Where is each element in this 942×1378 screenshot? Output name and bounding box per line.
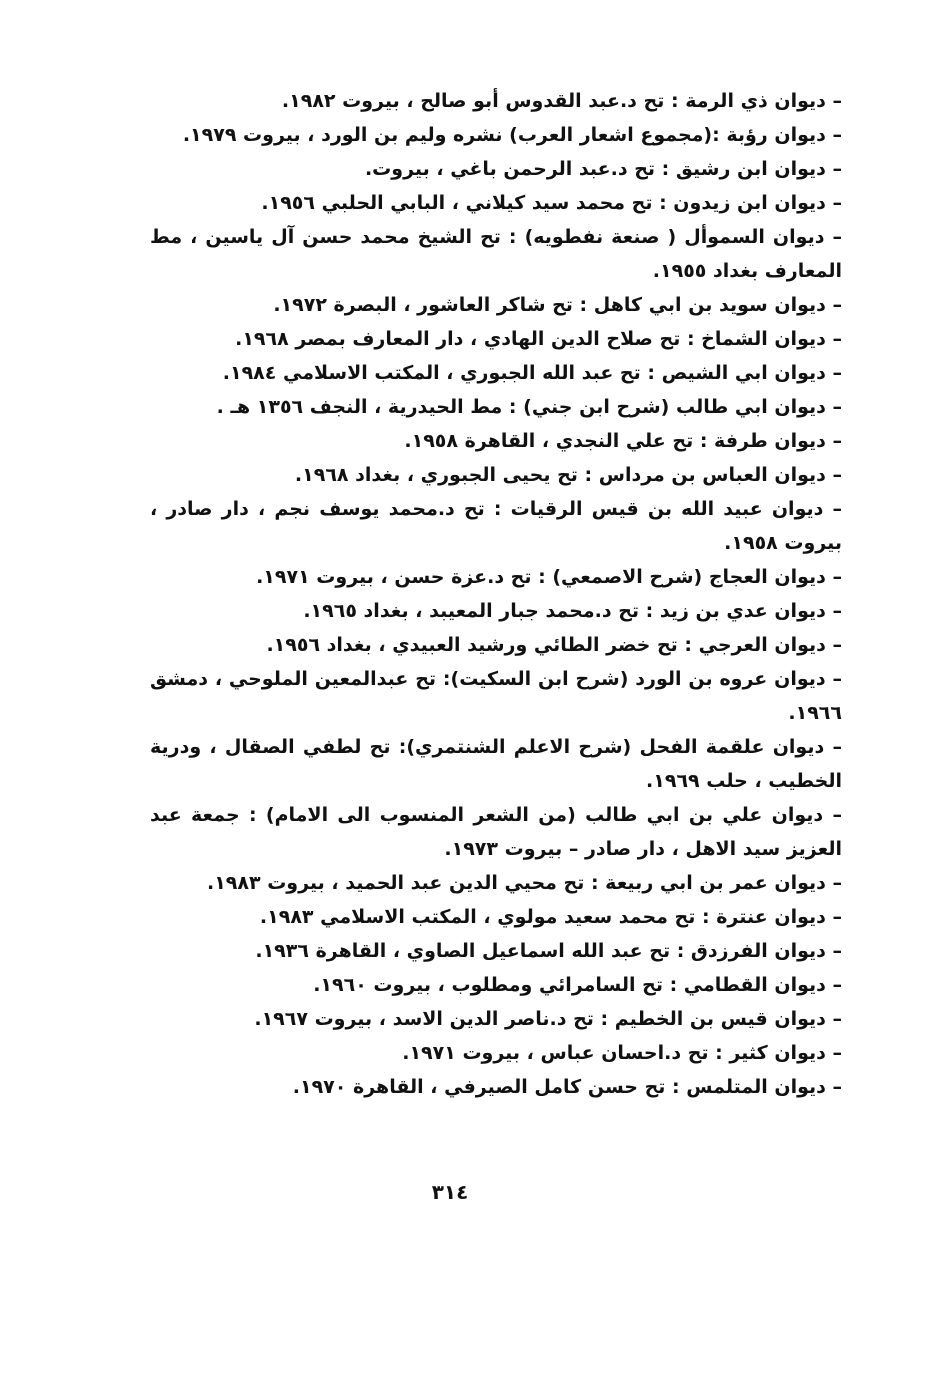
bibliography-entry: – ديوان عبيد الله بن قيس الرقيات : تح د.محمد يوسف نجم ، دار صادر ، بيروت ١٩٥٨.: [150, 498, 842, 554]
bibliography-entry: – ديوان العباس بن مرداس : تح يحيى الجبوري ، بغداد ١٩٦٨.: [294, 464, 842, 486]
bibliography-entry: – ديوان طرفة : تح علي النجدي ، القاهرة ١٩٥٨.: [404, 430, 842, 452]
bibliography-entry: – ديوان سويد بن ابي كاهل : تح شاكر العاشور ، البصرة ١٩٧٢.: [273, 294, 842, 316]
bibliography-entry: – ديوان عنترة : تح محمد سعيد مولوي ، المكتب الاسلامي ١٩٨٣.: [259, 906, 842, 928]
bibliography-entry: – ديوان العرجي : تح خضر الطائي ورشيد العبيدي ، بغداد ١٩٥٦.: [266, 634, 842, 656]
bibliography-list: [150, 84, 842, 1104]
bibliography-entry: – ديوان عدي بن زيد : تح د.محمد جبار المعيبد ، بغداد ١٩٦٥.: [303, 600, 842, 622]
bibliography-entry: – ديوان الشماخ : تح صلاح الدين الهادي ، دار المعارف بمصر ١٩٦٨.: [235, 328, 842, 350]
bibliography-entry: – ديوان كثير : تح د.احسان عباس ، بيروت ١٩٧١.: [402, 1042, 842, 1064]
bibliography-entry: – ديوان علي بن ابي طالب (من الشعر المنسوب الى الامام) : جمعة عبد العزيز سيد الاهل ، دار صادر – بيروت ١٩٧٣.: [150, 804, 842, 860]
bibliography-entry: – ديوان المتلمس : تح حسن كامل الصيرفي ، القاهرة ١٩٧٠.: [292, 1076, 842, 1098]
bibliography-entry: – ديوان العجاج (شرح الاصمعي) : تح د.عزة حسن ، بيروت ١٩٧١.: [256, 566, 842, 588]
bibliography-entry: – ديوان ابي طالب (شرح ابن جني) : مط الحيدرية ، النجف ١٣٥٦ هـ .: [216, 396, 842, 418]
bibliography-entry: – ديوان ذي الرمة : تح د.عبد القدوس أبو صالح ، بيروت ١٩٨٢.: [281, 90, 842, 112]
bibliography-entry: – ديوان ابن رشيق : تح د.عبد الرحمن باغي ، بيروت.: [364, 158, 842, 180]
bibliography-entry: – ديوان ابي الشيص : تح عبد الله الجبوري ، المكتب الاسلامي ١٩٨٤.: [222, 362, 842, 384]
bibliography-entry: – ديوان السموأل ( صنعة نفطويه) : تح الشيخ محمد حسن آل ياسين ، مط المعارف بغداد ١٩٥٥.: [150, 226, 842, 282]
page-number: ٣١٤: [431, 1180, 469, 1204]
bibliography-entry: – ديوان قيس بن الخطيم : تح د.ناصر الدين الاسد ، بيروت ١٩٦٧.: [254, 1008, 842, 1030]
bibliography-entry: – ديوان عمر بن ابي ربيعة : تح محيي الدين عبد الحميد ، بيروت ١٩٨٣.: [206, 872, 842, 894]
bibliography-entry: – ديوان الفرزدق : تح عبد الله اسماعيل الصاوي ، القاهرة ١٩٣٦.: [255, 940, 842, 962]
bibliography-entry: – ديوان ابن زيدون : تح محمد سيد كيلاني ، البابي الحلبي ١٩٥٦.: [261, 192, 842, 214]
bibliography-entry: – ديوان رؤبة :(مجموع اشعار العرب) نشره وليم بن الورد ، بيروت ١٩٧٩.: [182, 124, 842, 146]
bibliography-entry: – ديوان عروه بن الورد (شرح ابن السكيت): تح عبدالمعين الملوحي ، دمشق ١٩٦٦.: [150, 668, 842, 724]
bibliography-entry: – ديوان القطامي : تح السامرائي ومطلوب ، بيروت ١٩٦٠.: [313, 974, 842, 996]
bibliography-entry: – ديوان علقمة الفحل (شرح الاعلم الشنتمري): تح لطفي الصقال ، ودرية الخطيب ، حلب ١٩٦٩.: [150, 736, 842, 792]
